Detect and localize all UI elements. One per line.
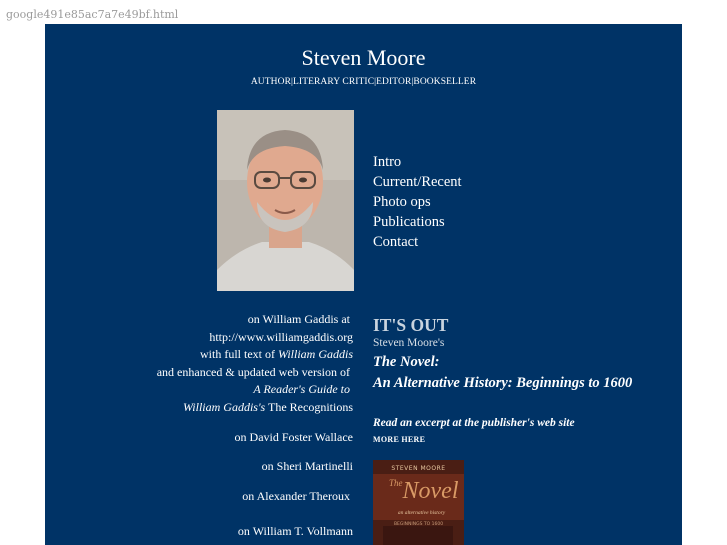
nav-intro[interactable]: Intro [373, 154, 402, 170]
site-title: Steven Moore [301, 45, 426, 70]
vollmann-link[interactable]: on William T. Vollmann [237, 524, 353, 539]
site-subtitle: AUTHOR|LITERARY CRITIC|EDITOR|BOOKSELLER [250, 77, 477, 87]
readers-guide-link-2[interactable]: William Gaddis's The Recognitions [182, 399, 353, 414]
nav-current-recent[interactable]: Current/Recent [373, 174, 462, 190]
gaddis-name-link[interactable]: William Gaddis [277, 347, 353, 362]
promo-author: Steven Moore's [373, 337, 445, 349]
portrait-icon [217, 110, 354, 291]
cover-author: STEVEN MOORE [391, 465, 446, 472]
theroux-link[interactable]: on Alexander Theroux [242, 488, 350, 503]
gaddis-enhanced-text: and enhanced & updated web version of [156, 364, 350, 379]
author-photo [217, 110, 354, 291]
gaddis-intro: on William Gaddis at [247, 312, 350, 326]
left-links [45, 311, 353, 541]
promo-section [373, 314, 673, 444]
nav-photo-ops[interactable]: Photo ops [373, 194, 431, 210]
gaddis-full-text: with full text of William Gaddis [199, 347, 353, 362]
nav-publications[interactable]: Publications [373, 214, 445, 230]
martinelli-link[interactable]: on Sheri Martinelli [261, 459, 353, 474]
wallace-link[interactable]: on David Foster Wallace [234, 429, 353, 444]
more-here-link[interactable]: MORE HERE [373, 435, 426, 444]
promo-title-line1: The Novel: [373, 354, 440, 370]
excerpt-link[interactable]: Read an excerpt at the publisher's web site [373, 417, 575, 429]
cover-subtitle: an alternative history [397, 510, 446, 516]
cover-title: $^{The}$Novel [389, 478, 459, 504]
book-cover[interactable] [373, 460, 464, 545]
nav-contact[interactable]: Contact [373, 234, 419, 250]
promo-headline: IT'S OUT [373, 315, 449, 335]
cover-footer: BEGINNINGS TO 1600 [393, 522, 444, 527]
gaddis-url-link[interactable]: http://www.williamgaddis.org [209, 329, 353, 344]
main-nav [373, 152, 462, 252]
readers-guide-link-1[interactable]: A Reader's Guide to [253, 382, 350, 397]
promo-title-line2: An Alternative History: Beginnings to 1600 [373, 375, 633, 391]
top-file-link[interactable]: google491e85ac7a7e49bf.html [6, 8, 179, 21]
main-panel [45, 24, 682, 545]
